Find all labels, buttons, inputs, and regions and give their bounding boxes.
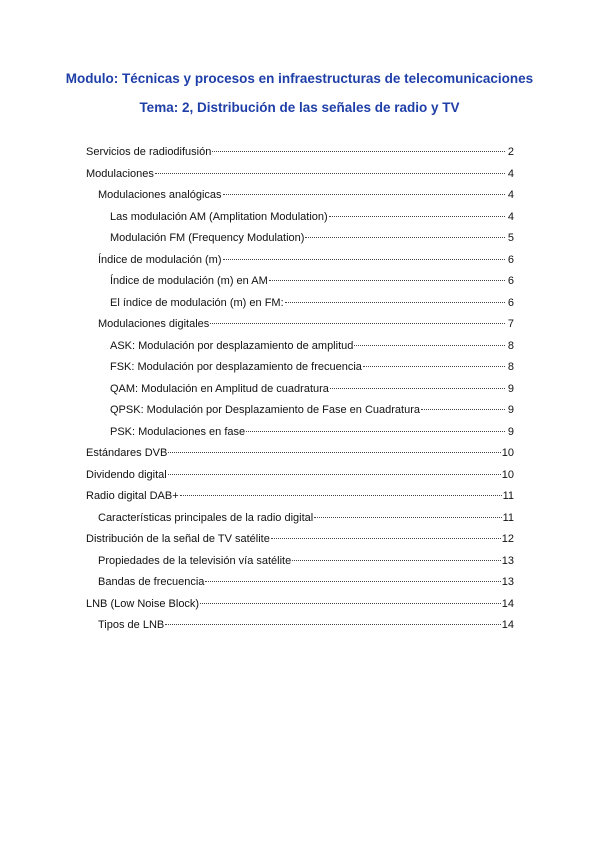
toc-entry-title: FSK: Modulación por desplazamiento de frecuencia bbox=[110, 361, 362, 373]
toc-entry-page: 6 bbox=[507, 296, 514, 309]
toc-entry-title: Índice de modulación (m) bbox=[98, 253, 222, 266]
toc-entry-page: 14 bbox=[501, 619, 514, 631]
dot-leader bbox=[223, 259, 505, 260]
dot-leader bbox=[421, 409, 505, 410]
toc-entry[interactable] bbox=[86, 316, 514, 338]
toc-entry[interactable] bbox=[86, 230, 514, 252]
toc-entry[interactable] bbox=[86, 166, 514, 188]
toc-entry[interactable] bbox=[86, 295, 514, 317]
toc-entry-page: 7 bbox=[507, 318, 514, 330]
toc-entry-title: Dividendo digital bbox=[86, 468, 167, 481]
toc-entry-title: Bandas de frecuencia bbox=[98, 576, 205, 588]
toc-entry-page: 13 bbox=[501, 554, 514, 567]
toc-entry-title: PSK: Modulaciones en fase bbox=[110, 425, 246, 438]
dot-leader bbox=[200, 603, 501, 604]
toc-entry-page: 6 bbox=[507, 275, 514, 287]
toc-entry-title: Modulación FM (Frequency Modulation) bbox=[110, 232, 305, 244]
topic-title: Tema: 2, Distribución de las señales de radio y TV bbox=[139, 100, 460, 115]
toc-entry-title: Modulaciones bbox=[86, 167, 154, 180]
toc-entry[interactable] bbox=[86, 488, 514, 510]
dot-leader bbox=[314, 517, 501, 518]
toc-entry-page: 6 bbox=[507, 253, 514, 266]
toc-entry-title: Radio digital DAB+ bbox=[86, 490, 179, 502]
toc-entry-page: 9 bbox=[507, 382, 514, 395]
dot-leader bbox=[330, 388, 505, 389]
toc-entry[interactable] bbox=[86, 273, 514, 295]
dot-leader bbox=[168, 452, 500, 453]
dot-leader bbox=[212, 151, 505, 152]
toc-entry[interactable] bbox=[86, 467, 514, 489]
toc-entry-title: Características principales de la radio digital bbox=[98, 511, 314, 524]
toc-entry-page: 9 bbox=[507, 404, 514, 416]
dot-leader bbox=[329, 216, 505, 217]
dot-leader bbox=[165, 624, 501, 625]
toc-entry[interactable] bbox=[86, 617, 514, 639]
toc-entry[interactable] bbox=[86, 187, 514, 209]
toc-entry[interactable] bbox=[86, 510, 514, 532]
toc-entry-title: QPSK: Modulación por Desplazamiento de Fase en Cuadratura bbox=[110, 404, 421, 416]
toc-entry[interactable] bbox=[86, 553, 514, 575]
dot-leader bbox=[210, 323, 505, 324]
toc-entry[interactable] bbox=[86, 402, 514, 424]
dot-leader bbox=[168, 474, 501, 475]
toc-entry-page: 13 bbox=[501, 576, 514, 588]
toc-entry-page: 8 bbox=[507, 361, 514, 373]
toc-entry[interactable] bbox=[86, 338, 514, 360]
toc-entry-page: 9 bbox=[507, 425, 514, 438]
toc-entry-title: Distribución de la señal de TV satélite bbox=[86, 533, 270, 545]
toc-entry-page: 5 bbox=[507, 232, 514, 244]
toc-entry-title: Las modulación AM (Amplitation Modulation) bbox=[110, 210, 328, 223]
toc-entry-page: 11 bbox=[502, 490, 514, 502]
dot-leader bbox=[285, 302, 505, 303]
toc-entry-title: Tipos de LNB bbox=[98, 619, 165, 631]
module-title: Modulo: Técnicas y procesos en infraestructuras de telecomunicaciones bbox=[65, 71, 534, 86]
toc-entry-page: 4 bbox=[507, 210, 514, 223]
toc-entry-page: 11 bbox=[502, 511, 514, 524]
dot-leader bbox=[155, 173, 505, 174]
toc-entry[interactable] bbox=[86, 359, 514, 381]
dot-leader bbox=[354, 345, 505, 346]
table-of-contents bbox=[86, 144, 514, 639]
toc-entry-title: Modulaciones analógicas bbox=[98, 189, 222, 201]
toc-entry[interactable] bbox=[86, 252, 514, 274]
dot-leader bbox=[246, 431, 505, 432]
dot-leader bbox=[363, 366, 505, 367]
dot-leader bbox=[223, 194, 505, 195]
toc-entry-title: Servicios de radiodifusión bbox=[86, 146, 212, 158]
dot-leader bbox=[205, 581, 500, 582]
toc-entry[interactable] bbox=[86, 381, 514, 403]
toc-entry[interactable] bbox=[86, 424, 514, 446]
dot-leader bbox=[269, 280, 505, 281]
toc-entry-page: 10 bbox=[501, 468, 514, 481]
toc-entry[interactable] bbox=[86, 531, 514, 553]
dot-leader bbox=[305, 237, 505, 238]
toc-entry-page: 12 bbox=[501, 533, 514, 545]
dot-leader bbox=[292, 560, 501, 561]
toc-entry-title: QAM: Modulación en Amplitud de cuadratura bbox=[110, 382, 329, 395]
toc-entry-page: 2 bbox=[507, 146, 514, 158]
toc-entry-page: 8 bbox=[507, 339, 514, 352]
toc-entry[interactable] bbox=[86, 209, 514, 231]
dot-leader bbox=[271, 538, 501, 539]
toc-entry-page: 14 bbox=[501, 597, 514, 610]
toc-entry-title: Propiedades de la televisión vía satélite bbox=[98, 554, 292, 567]
toc-entry-title: ASK: Modulación por desplazamiento de amplitud bbox=[110, 339, 354, 352]
toc-entry-title: LNB (Low Noise Block) bbox=[86, 597, 200, 610]
toc-entry[interactable] bbox=[86, 445, 514, 467]
dot-leader bbox=[180, 495, 502, 496]
toc-entry[interactable] bbox=[86, 574, 514, 596]
toc-entry-page: 4 bbox=[507, 167, 514, 180]
toc-entry-page: 10 bbox=[501, 447, 514, 459]
toc-entry-title: Estándares DVB bbox=[86, 447, 168, 459]
toc-entry-title: El índice de modulación (m) en FM: bbox=[110, 296, 284, 309]
toc-entry-page: 4 bbox=[507, 189, 514, 201]
toc-entry[interactable] bbox=[86, 596, 514, 618]
toc-entry-title: Modulaciones digitales bbox=[98, 318, 210, 330]
toc-entry[interactable] bbox=[86, 144, 514, 166]
toc-entry-title: Índice de modulación (m) en AM bbox=[110, 275, 268, 287]
